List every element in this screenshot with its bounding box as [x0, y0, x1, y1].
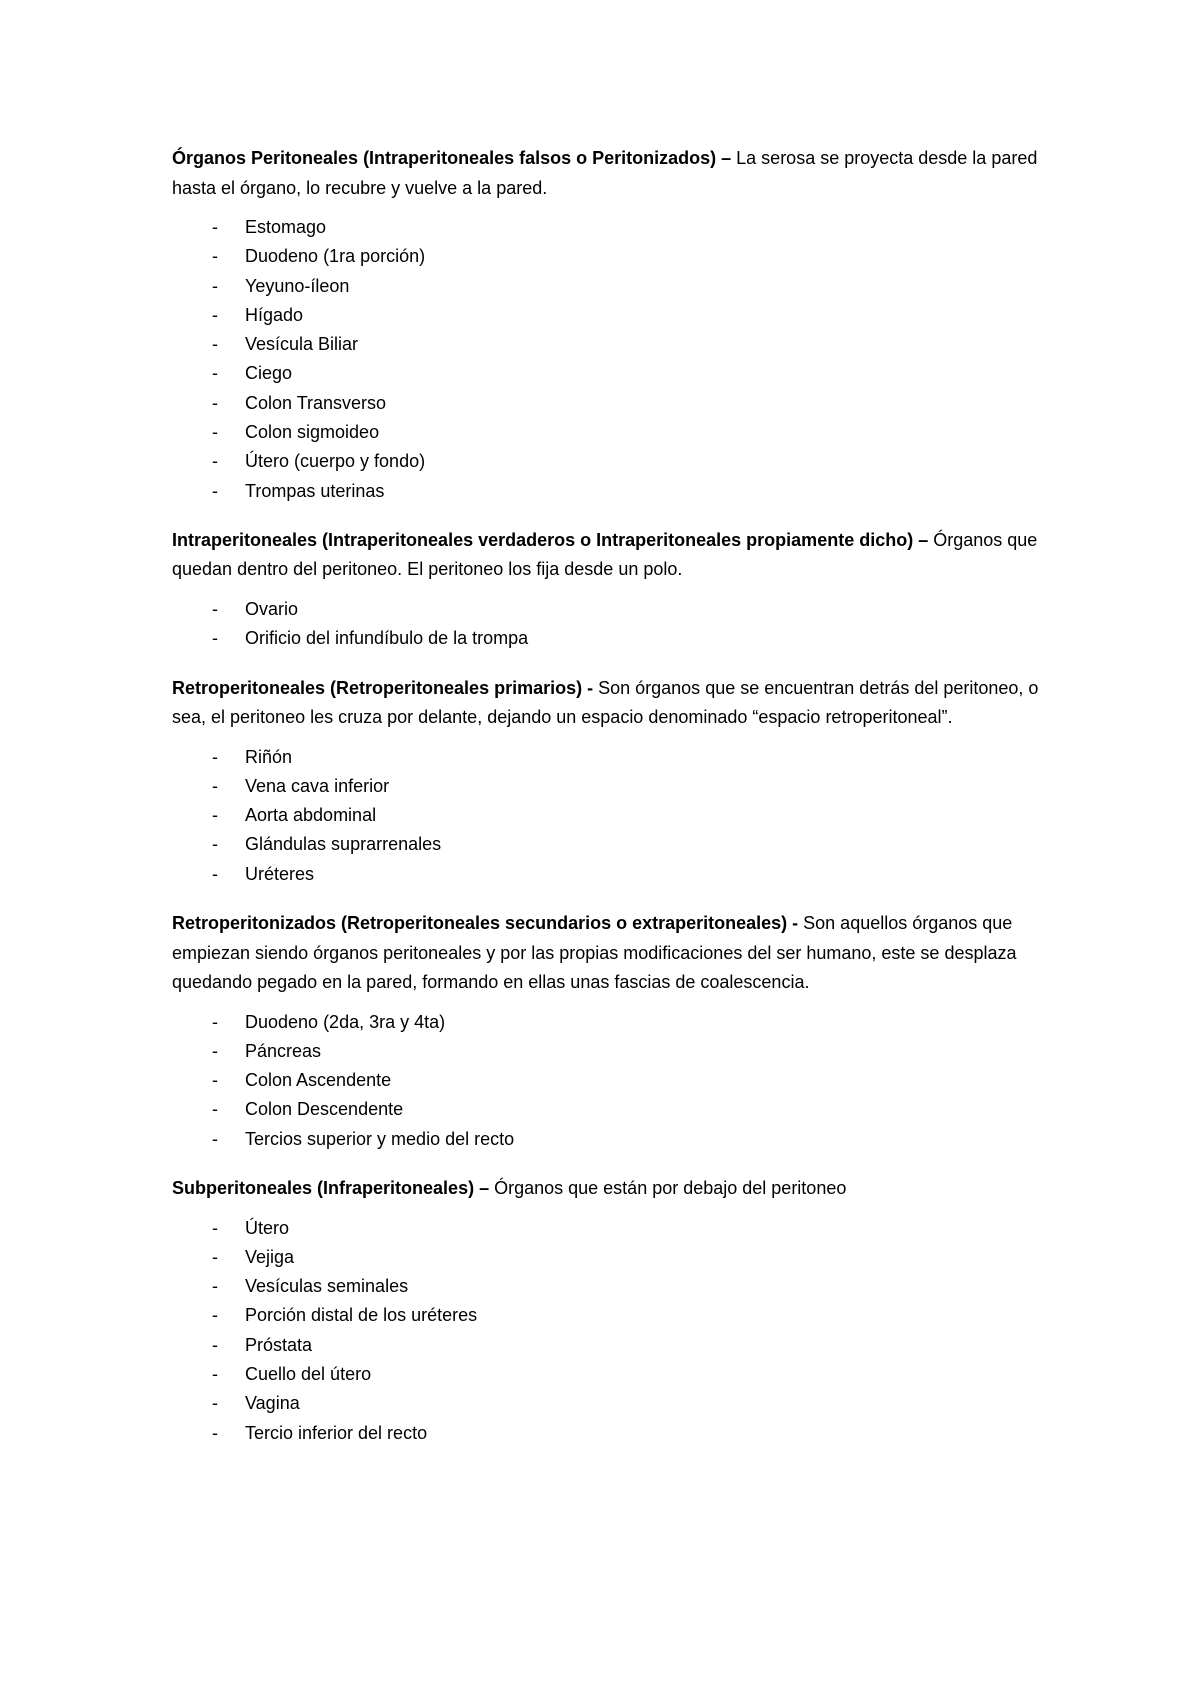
list-item-text: Aorta abdominal [245, 805, 377, 826]
list-item [172, 447, 1052, 476]
list-item-text: Ciego [245, 363, 293, 384]
organ-list [172, 1008, 1052, 1154]
list-item-text: Ovario [245, 598, 299, 619]
list-item-text: Vesículas seminales [245, 1276, 409, 1297]
list-item-text: Tercios superior y medio del recto [245, 1128, 515, 1149]
bullet-dash: - [212, 1276, 218, 1297]
list-item-text: Cuello del útero [245, 1364, 372, 1385]
section-text: Órganos que están por debajo del peritoneo [489, 1178, 847, 1199]
bullet-dash: - [212, 1128, 218, 1149]
bullet-dash: - [212, 1099, 218, 1120]
bullet-dash: - [212, 246, 218, 267]
section-text: La serosa se proyecta desde la pared hasta el órgano, lo recubre y vuelve a la pared. [172, 148, 1038, 198]
list-item-text: Colon Ascendente [245, 1070, 392, 1091]
bullet-dash: - [212, 480, 218, 501]
list-item-text: Yeyuno-íleon [245, 275, 350, 296]
list-item [172, 1095, 1052, 1124]
section-heading: Subperitoneales (Infraperitoneales) – [172, 1178, 490, 1199]
bullet-dash: - [212, 1011, 218, 1032]
bullet-dash: - [212, 1422, 218, 1443]
section-intraperitoneales [172, 526, 1052, 654]
section-retroperitoneales [172, 674, 1052, 889]
list-item [172, 1301, 1052, 1330]
organ-list [172, 595, 1052, 654]
bullet-dash: - [212, 1217, 218, 1238]
list-item-text: Colon sigmoideo [245, 422, 380, 443]
list-item [172, 213, 1052, 242]
list-item-text: Uréteres [245, 863, 315, 884]
bullet-dash: - [212, 598, 218, 619]
bullet-dash: - [212, 1305, 218, 1326]
bullet-dash: - [212, 746, 218, 767]
bullet-dash: - [212, 1393, 218, 1414]
list-item [172, 801, 1052, 830]
list-item-text: Trompas uterinas [245, 480, 385, 501]
section-paragraph [172, 1174, 1052, 1204]
list-item-text: Duodeno (2da, 3ra y 4ta) [245, 1011, 446, 1032]
list-item [172, 1331, 1052, 1360]
list-item-text: Orificio del infundíbulo de la trompa [245, 628, 529, 649]
list-item-text: Riñón [245, 746, 293, 767]
list-item [172, 242, 1052, 271]
bullet-dash: - [212, 805, 218, 826]
section-paragraph [172, 674, 1052, 733]
list-item-text: Porción distal de los uréteres [245, 1305, 478, 1326]
list-item [172, 1243, 1052, 1272]
section-peritoneales [172, 144, 1052, 506]
section-text: Órganos que quedan dentro del peritoneo. El peritoneo los fija desde un polo. [172, 529, 1038, 580]
bullet-dash: - [212, 1246, 218, 1267]
list-item [172, 272, 1052, 301]
list-item-text: Hígado [245, 304, 304, 325]
list-item-text: Útero [245, 1217, 290, 1238]
list-item-text: Vena cava inferior [245, 775, 390, 796]
section-text: Son órganos que se encuentran detrás del peritoneo, o sea, el peritoneo les cruza por delante, dejando un espacio denominado “espacio retroperitoneal”. [172, 677, 1039, 728]
bullet-dash: - [212, 834, 218, 855]
section-retroperitonizados [172, 909, 1052, 1154]
list-item [172, 418, 1052, 447]
bullet-dash: - [212, 275, 218, 296]
section-heading: Retroperitonizados (Retroperitoneales secundarios o extraperitoneales) - [172, 913, 799, 934]
list-item [172, 743, 1052, 772]
list-item-text: Glándulas suprarrenales [245, 834, 442, 855]
list-item [172, 624, 1052, 653]
organ-list [172, 1214, 1052, 1448]
bullet-dash: - [212, 334, 218, 355]
list-item-text: Tercio inferior del recto [245, 1422, 428, 1443]
list-item [172, 301, 1052, 330]
bullet-dash: - [212, 775, 218, 796]
list-item [172, 389, 1052, 418]
bullet-dash: - [212, 1040, 218, 1061]
bullet-dash: - [212, 1334, 218, 1355]
bullet-dash: - [212, 863, 218, 884]
list-item [172, 359, 1052, 388]
list-item [172, 477, 1052, 506]
list-item [172, 1066, 1052, 1095]
list-item-text: Duodeno (1ra porción) [245, 246, 426, 267]
list-item [172, 860, 1052, 889]
organ-list [172, 743, 1052, 889]
list-item [172, 1360, 1052, 1389]
section-subperitoneales [172, 1174, 1052, 1448]
list-item-text: Páncreas [245, 1040, 322, 1061]
list-item-text: Próstata [245, 1334, 313, 1355]
bullet-dash: - [212, 451, 218, 472]
list-item-text: Vejiga [245, 1246, 295, 1267]
section-paragraph [172, 909, 1052, 998]
bullet-dash: - [212, 217, 218, 237]
list-item-text: Vagina [245, 1393, 300, 1414]
list-item-text: Útero (cuerpo y fondo) [245, 451, 426, 472]
document-page [172, 144, 1052, 1468]
list-item [172, 1272, 1052, 1301]
section-text: Son aquellos órganos que empiezan siendo órganos peritoneales y por las propias modificaciones del ser humano, este se desplaza quedando pegado en la pared, formando en ellas unas fascias de coalescencia. [172, 913, 1017, 993]
list-item [172, 595, 1052, 624]
bullet-dash: - [212, 392, 218, 413]
organ-list [172, 213, 1052, 506]
list-item [172, 772, 1052, 801]
list-item [172, 830, 1052, 859]
section-heading: Órganos Peritoneales (Intraperitoneales falsos o Peritonizados) – [172, 148, 732, 168]
section-paragraph [172, 526, 1052, 585]
bullet-dash: - [212, 304, 218, 325]
list-item-text: Vesícula Biliar [245, 334, 359, 355]
list-item [172, 1008, 1052, 1037]
list-item [172, 1037, 1052, 1066]
bullet-dash: - [212, 422, 218, 443]
list-item-text: Estomago [245, 217, 327, 237]
bullet-dash: - [212, 1070, 218, 1091]
section-heading: Retroperitoneales (Retroperitoneales primarios) - [172, 677, 594, 698]
bullet-dash: - [212, 1364, 218, 1385]
section-paragraph [172, 144, 1052, 203]
list-item [172, 330, 1052, 359]
list-item-text: Colon Transverso [245, 392, 387, 413]
list-item [172, 1214, 1052, 1243]
list-item [172, 1389, 1052, 1418]
bullet-dash: - [212, 363, 218, 384]
list-item-text: Colon Descendente [245, 1099, 404, 1120]
section-heading: Intraperitoneales (Intraperitoneales verdaderos o Intraperitoneales propiamente dicho) – [172, 529, 929, 550]
list-item [172, 1125, 1052, 1154]
list-item [172, 1419, 1052, 1448]
bullet-dash: - [212, 628, 218, 649]
